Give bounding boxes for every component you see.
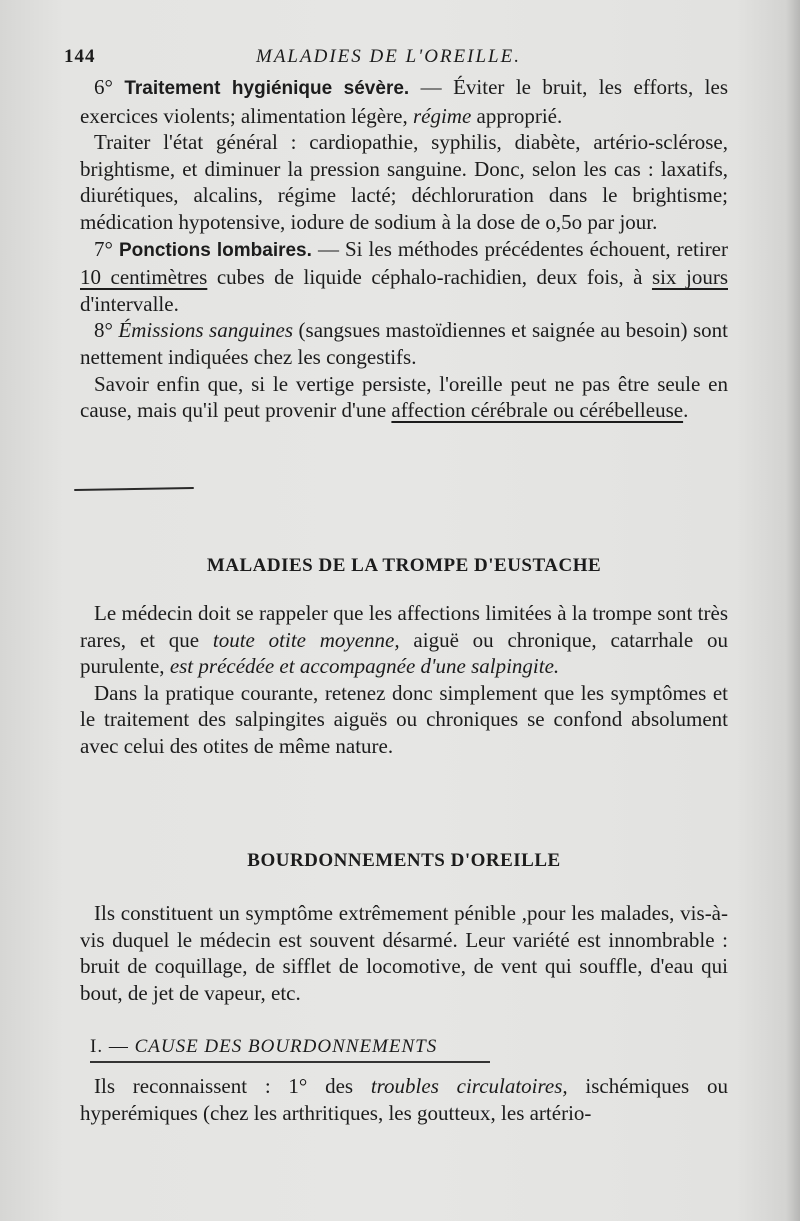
subsection-heading <box>90 1036 510 1058</box>
item-heading: Émissions sanguines <box>118 318 294 343</box>
paragraph-text: Savoir enfin que, si le vertige persiste, l'oreille peut ne pas être seule en cause, mais qu'il peut provenir d'une <box>80 371 728 423</box>
pen-underlined-text: 10 centimètres <box>80 265 208 290</box>
item-heading: Traitement hygiénique sévère. <box>124 78 410 99</box>
emphasis: toute otite moyenne, <box>212 627 400 652</box>
item-number: 7° <box>94 236 113 261</box>
paragraph-text: . <box>683 398 689 423</box>
paragraph-text: — Si les méthodes précédentes échouent, retirer <box>311 236 728 261</box>
treatment-continuation <box>80 74 728 424</box>
paragraph-bloodletting <box>80 317 728 370</box>
paragraph-text: Ils reconnaissent : 1° des <box>94 1074 371 1098</box>
item-heading: Ponctions lombaires. <box>118 239 312 261</box>
running-title: MALADIES DE L'OREILLE. <box>256 46 521 67</box>
paragraph-salpingitis <box>80 600 728 680</box>
paragraph-text: d'intervalle. <box>80 291 179 316</box>
handwritten-rule <box>90 1061 490 1063</box>
paragraph-vertigo-note <box>80 371 728 424</box>
emphasis: est précédée et accompagnée d'une salpingite. <box>169 654 560 679</box>
paragraph-text: ischémiques ou hyperémiques (chez les arthritiques, les goutteux, les artério- <box>80 1074 728 1125</box>
item-number: 8° <box>94 318 113 343</box>
pen-underlined-text: affection cérébrale ou cérébelleuse <box>391 398 684 423</box>
paragraph-general-state: Traiter l'état général : cardiopathie, syphilis, diabète, artério-sclérose, brightisme, et diminuer la pression sanguine. Donc, selon les cas : laxatifs, diurétiques, alcalins, régime lacté; déchloruration dans le brightisme; médication hypotensive, iodure de sodium à la dose de o,5o par jour. <box>80 130 728 234</box>
handwritten-underline <box>74 487 194 491</box>
section-title-tinnitus: BOURDONNEMENTS D'OREILLE <box>247 850 561 871</box>
section-title-eustachian-tube: MALADIES DE LA TROMPE D'EUSTACHE <box>206 555 602 576</box>
subsection-title: CAUSE DES BOURDONNEMENTS <box>134 1036 438 1057</box>
page-header <box>64 42 764 72</box>
paragraph-text: approprié. <box>471 103 563 128</box>
paragraph-hygienic-treatment <box>80 74 728 129</box>
section-eustachian-tube-body <box>80 600 728 760</box>
paragraph-text: cubes de liquide céphalo-rachidien, deux fois, à <box>207 265 652 290</box>
subsection-numeral: I. — <box>90 1036 135 1057</box>
emphasis: régime <box>412 103 472 128</box>
paragraph-text: Le médecin doit se rappeler que les affections limitées à la trompe sont très rares, et que <box>80 601 728 652</box>
paragraph-causes <box>80 1073 728 1126</box>
paragraph-practice: Dans la pratique courante, retenez donc simplement que les symptômes et le traitement des salpingites aiguës ou chroniques se confond absolument avec celui des otites de même nature. <box>80 680 728 758</box>
page-edge-shadow <box>786 0 800 1221</box>
subsection-body <box>80 1073 728 1126</box>
emphasis: troubles circulatoires, <box>370 1074 568 1098</box>
pen-underlined-text: six jours <box>651 265 728 290</box>
item-number: 6° <box>94 75 113 99</box>
paragraph-text: — Éviter le bruit, les efforts, les exercices violents; alimentation légère, <box>80 75 728 128</box>
paragraph-text: (sangsues mastoïdiennes et saignée au besoin) sont nettement indiquées chez les congestifs. <box>80 318 728 369</box>
paragraph-tinnitus-intro: Ils constituent un symptôme extrêmement pénible ,pour les malades, vis-à-vis duquel le médecin est souvent désarmé. Leur variété est innombrable : bruit de coquillage, de sifflet de locomotive, de vent qui souffle, d'eau qui bout, de jet de vapeur, etc. <box>80 901 728 1005</box>
paragraph-lumbar-punctures <box>80 236 728 318</box>
section-tinnitus-body <box>80 900 728 1006</box>
paragraph-text: aiguë ou chronique, catarrhale ou purulente, <box>80 627 728 679</box>
page-number: 144 <box>64 46 96 67</box>
